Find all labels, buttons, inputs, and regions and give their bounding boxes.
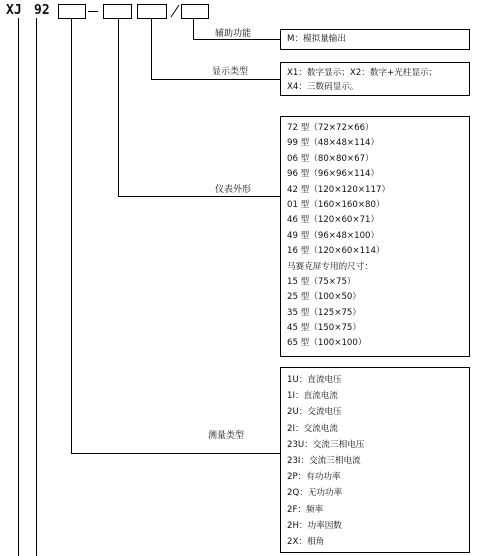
model-series: 92: [34, 3, 50, 18]
measure-option: 2I：交流电流: [287, 423, 338, 434]
model-prefix: XJ: [6, 3, 22, 18]
measure-option: 23U：交流三相电压: [287, 439, 365, 450]
measure-option: 2Q：无功功率: [287, 488, 343, 499]
measure-option: 2U：交流电压: [287, 407, 342, 418]
measure-option: 1U：直流电压: [287, 375, 342, 385]
aux-label: 辅助功能: [215, 29, 252, 39]
measure-option: 2P：有功功率: [287, 472, 341, 483]
shape-label: 仪表外形: [215, 185, 252, 195]
display-option: X1：数字显示；X2：数字+光柱显示；: [287, 68, 438, 78]
shape-option: 72 型（72×72×66）: [287, 123, 374, 133]
measure-option: 2H：功率因数: [287, 520, 342, 531]
measure-leader-line: [72, 18, 281, 454]
shape-leader-line: [119, 18, 281, 197]
shape-option: 15 型（75×75）: [287, 276, 356, 287]
aux-option: M：模拟量输出: [287, 34, 346, 44]
shape-option: 96 型（96×96×114）: [287, 169, 380, 180]
shape-code-box: [103, 4, 132, 19]
shape-option: 99 型（48×48×114）: [287, 138, 380, 149]
shape-subheading: 马赛克屏专用的尺寸：: [287, 261, 373, 272]
display-options-box: [280, 62, 470, 96]
aux-code-box: [181, 4, 209, 19]
shape-option: 35 型（125×75）: [287, 307, 361, 318]
slash-mark: [171, 5, 179, 17]
aux-options-box: [280, 29, 470, 50]
display-code-box: [137, 4, 167, 19]
shape-option: 06 型（80×80×67）: [287, 153, 374, 164]
shape-option: 42 型（120×120×117）: [287, 184, 391, 195]
display-label: 显示类型: [212, 67, 249, 77]
display-option: X4：三数码显示。: [287, 82, 359, 92]
shape-option: 46 型（120×60×71）: [287, 215, 380, 226]
shape-option: 01 型（160×160×80）: [287, 199, 385, 210]
measure-options-box: [280, 367, 470, 553]
shape-option: 45 型（150×75）: [287, 323, 361, 334]
shape-option: 16 型（120×60×114）: [287, 246, 385, 257]
measure-code-box: [58, 4, 86, 19]
measure-option: 2F：频率: [287, 504, 324, 515]
shape-option: 25 型（100×50）: [287, 292, 361, 303]
measure-option: 23I：交流三相电流: [287, 455, 361, 466]
shape-options-box: [280, 116, 470, 357]
measure-option: 1I：直流电流: [287, 391, 338, 402]
shape-option: 65 型（100×100）: [287, 338, 367, 349]
shape-option: 49 型（96×48×100）: [287, 230, 380, 241]
measure-label: 测量类型: [208, 431, 245, 441]
measure-option: 2X：相角: [287, 536, 325, 547]
